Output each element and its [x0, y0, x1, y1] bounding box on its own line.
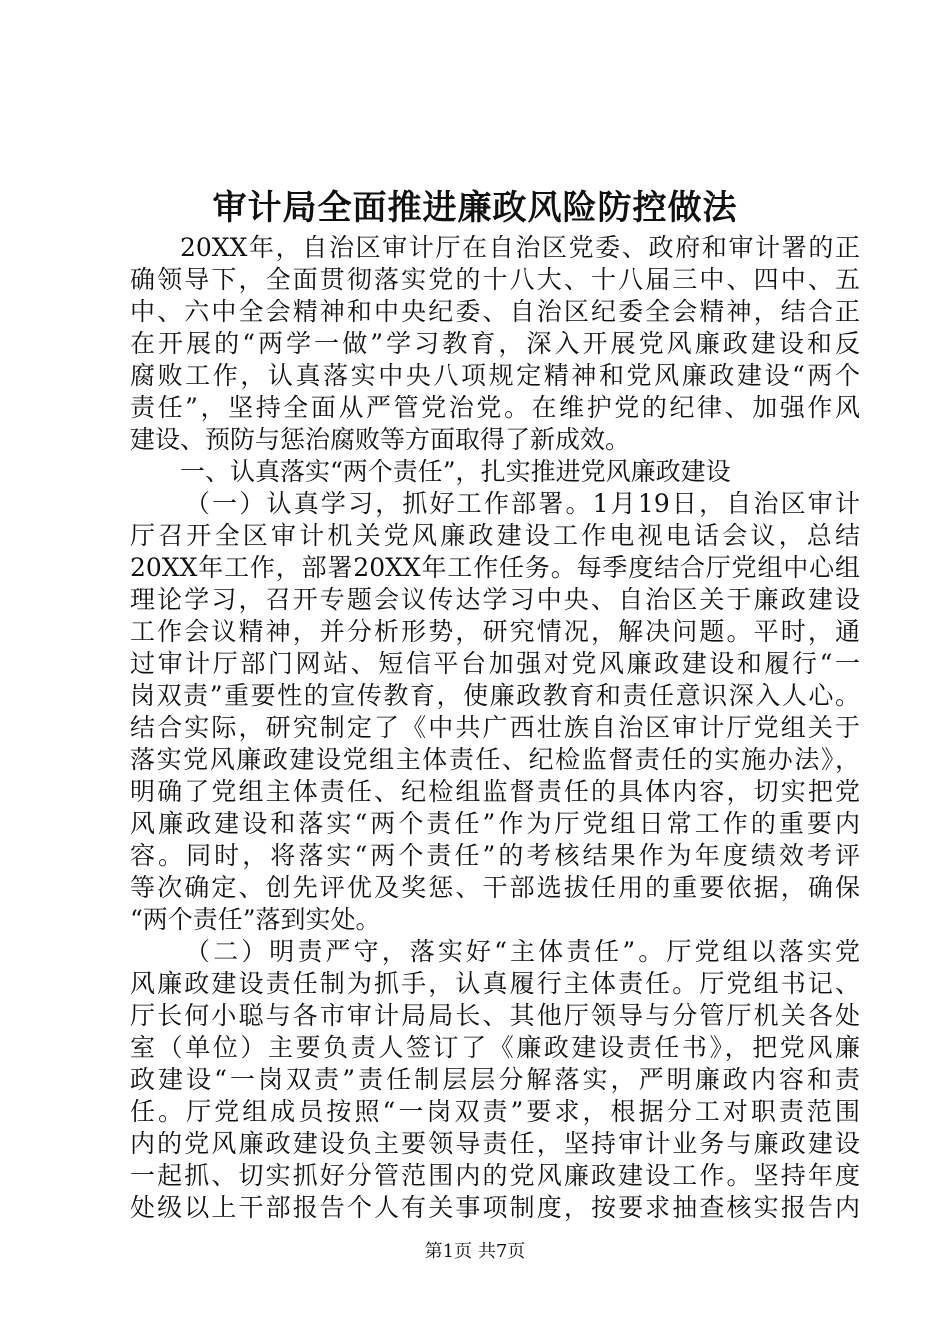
text-line: 中、六中全会精神和中央纪委、自治区纪委全会精神，结合正 — [130, 297, 860, 326]
text-line: 20XX年工作，部署20XX年工作任务。每季度结合厅党组中心组 — [130, 553, 860, 582]
text-line: 建设、预防与惩治腐败等方面取得了新成效。 — [130, 425, 631, 454]
page-number-footer: 第1页 共7页 — [424, 1241, 526, 1262]
text-line: 任。厅党组成员按照“一岗双责”要求，根据分工对职责范围 — [130, 1097, 860, 1126]
text-line: 确领导下，全面贯彻落实党的十八大、十八届三中、四中、五 — [130, 265, 860, 294]
text-line: 腐败工作，认真落实中央八项规定精神和党风廉政建设“两个 — [130, 361, 860, 390]
text-line: 20XX年，自治区审计厅在自治区党委、政府和审计署的正 — [180, 233, 860, 262]
text-line: （二）明责严守，落实好“主体责任”。厅党组以落实党 — [185, 937, 860, 966]
text-line: 厅召开全区审计机关党风廉政建设工作电视电话会议，总结 — [130, 521, 860, 550]
document-body — [130, 232, 860, 1224]
text-line: 容。同时，将落实“两个责任”的考核结果作为年度绩效考评 — [130, 841, 860, 870]
text-line: 理论学习，召开专题会议传达学习中央、自治区关于廉政建设 — [130, 585, 860, 614]
document-title: 审计局全面推进廉政风险防控做法 — [212, 188, 738, 228]
text-line: 一起抓、切实抓好分管范围内的党风廉政建设工作。坚持年度 — [130, 1161, 860, 1190]
text-line: （一）认真学习，抓好工作部署。1月19日，自治区审计 — [185, 489, 860, 518]
text-line: 落实党风廉政建设党组主体责任、纪检监督责任的实施办法》， — [130, 745, 860, 774]
text-line: 工作会议精神，并分析形势，研究情况，解决问题。平时，通 — [130, 617, 860, 646]
section-heading: 一、认真落实“两个责任”，扎实推进党风廉政建设 — [180, 457, 731, 486]
text-line: 风廉政建设责任制为抓手，认真履行主体责任。厅党组书记、 — [130, 969, 860, 998]
text-line: 政建设“一岗双责”责任制层层分解落实，严明廉政内容和责 — [130, 1065, 860, 1094]
text-line: 内的党风廉政建设负主要领导责任，坚持审计业务与廉政建设 — [130, 1129, 860, 1158]
text-line: 岗双责”重要性的宣传教育，使廉政教育和责任意识深入人心。 — [130, 681, 860, 710]
text-line: 处级以上干部报告个人有关事项制度，按要求抽查核实报告内 — [130, 1193, 860, 1222]
text-line: 等次确定、创先评优及奖惩、干部选拔任用的重要依据，确保 — [130, 873, 860, 902]
text-line: 在开展的“两学一做”学习教育，深入开展党风廉政建设和反 — [130, 329, 860, 358]
text-line: “两个责任”落到实处。 — [130, 905, 381, 934]
text-line: 过审计厅部门网站、短信平台加强对党风廉政建设和履行“一 — [130, 649, 860, 678]
text-line: 明确了党组主体责任、纪检组监督责任的具体内容，切实把党 — [130, 777, 860, 806]
text-line: 厅长何小聪与各市审计局局长、其他厅领导与分管厅机关各处 — [130, 1001, 860, 1030]
text-line: 风廉政建设和落实“两个责任”作为厅党组日常工作的重要内 — [130, 809, 860, 838]
text-line: 结合实际，研究制定了《中共广西壮族自治区审计厅党组关于 — [130, 713, 860, 742]
text-line: 责任”，坚持全面从严管党治党。在维护党的纪律、加强作风 — [130, 393, 860, 422]
text-line: 室（单位）主要负责人签订了《廉政建设责任书》，把党风廉 — [130, 1033, 860, 1062]
